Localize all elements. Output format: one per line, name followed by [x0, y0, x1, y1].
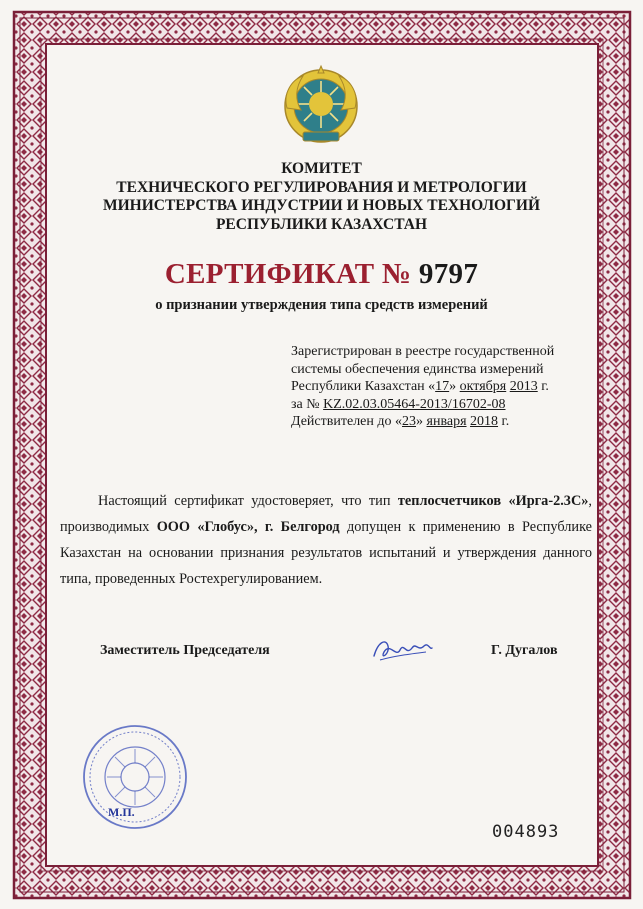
official-seal-stamp	[80, 722, 190, 832]
organization-line: КОМИТЕТ	[281, 160, 362, 177]
signatory-name: Г. Дугалов	[491, 643, 558, 658]
registration-line: Зарегистрирован в реестре государственной	[291, 344, 555, 359]
registration-month: октября	[459, 379, 507, 395]
text-fragment: допущен к применению в Республике Казахстан на основании признания результатов испытаний и утверждения данного типа, проведенных Ростехрегулированием.	[60, 519, 592, 587]
text-fragment: , производимых	[60, 493, 592, 535]
certificate-body-text	[60, 488, 592, 592]
text-fragment: »	[416, 414, 427, 430]
registration-number: KZ.02.03.05464-2013/16702-08	[323, 396, 506, 412]
registration-number-line	[291, 396, 601, 414]
valid-day: 23	[402, 414, 417, 430]
text-fragment: Настоящий сертификат удостоверяет, что тип	[98, 493, 398, 509]
registration-line: системы обеспечения единства измерений	[291, 361, 544, 377]
valid-month: января	[426, 414, 467, 430]
signatory-position: Заместитель Председателя	[100, 643, 270, 658]
certificate-subtitle: о признании утверждения типа средств измерений	[155, 297, 488, 313]
valid-year: 2018	[470, 414, 499, 430]
registration-day: 17	[435, 379, 450, 395]
serial-number: 004893	[492, 822, 560, 842]
kazakhstan-state-emblem-icon	[281, 64, 361, 150]
certificate-number: 9797	[418, 258, 479, 290]
certificate-title-label: СЕРТИФИКАТ №	[164, 258, 412, 290]
text-fragment: Республики Казахстан «	[291, 379, 436, 395]
manufacturer: ООО «Глобус», г. Белгород	[156, 519, 340, 535]
text-fragment: за №	[291, 396, 324, 412]
text-fragment: »	[449, 379, 460, 395]
registration-date-line	[291, 378, 601, 396]
organization-line: РЕСПУБЛИКИ КАЗАХСТАН	[215, 215, 428, 233]
validity-line	[291, 413, 601, 431]
certificate-title	[60, 258, 583, 291]
instrument-type: теплосчетчиков «Ирга-2.3С»	[397, 493, 589, 509]
text-fragment: г.	[537, 379, 549, 395]
registration-block	[291, 343, 601, 431]
text-fragment: г.	[498, 414, 510, 430]
registration-year: 2013	[509, 379, 538, 395]
text-fragment: Действителен до «	[291, 414, 403, 430]
organization-line: ТЕХНИЧЕСКОГО РЕГУЛИРОВАНИЯ И МЕТРОЛОГИИ	[116, 178, 527, 196]
seal-label: М.П.	[108, 805, 135, 819]
organization-line: МИНИСТЕРСТВА ИНДУСТРИИ И НОВЫХ ТЕХНОЛОГИЙ	[102, 197, 541, 214]
handwritten-signature	[366, 630, 436, 670]
organization-name	[60, 160, 583, 234]
